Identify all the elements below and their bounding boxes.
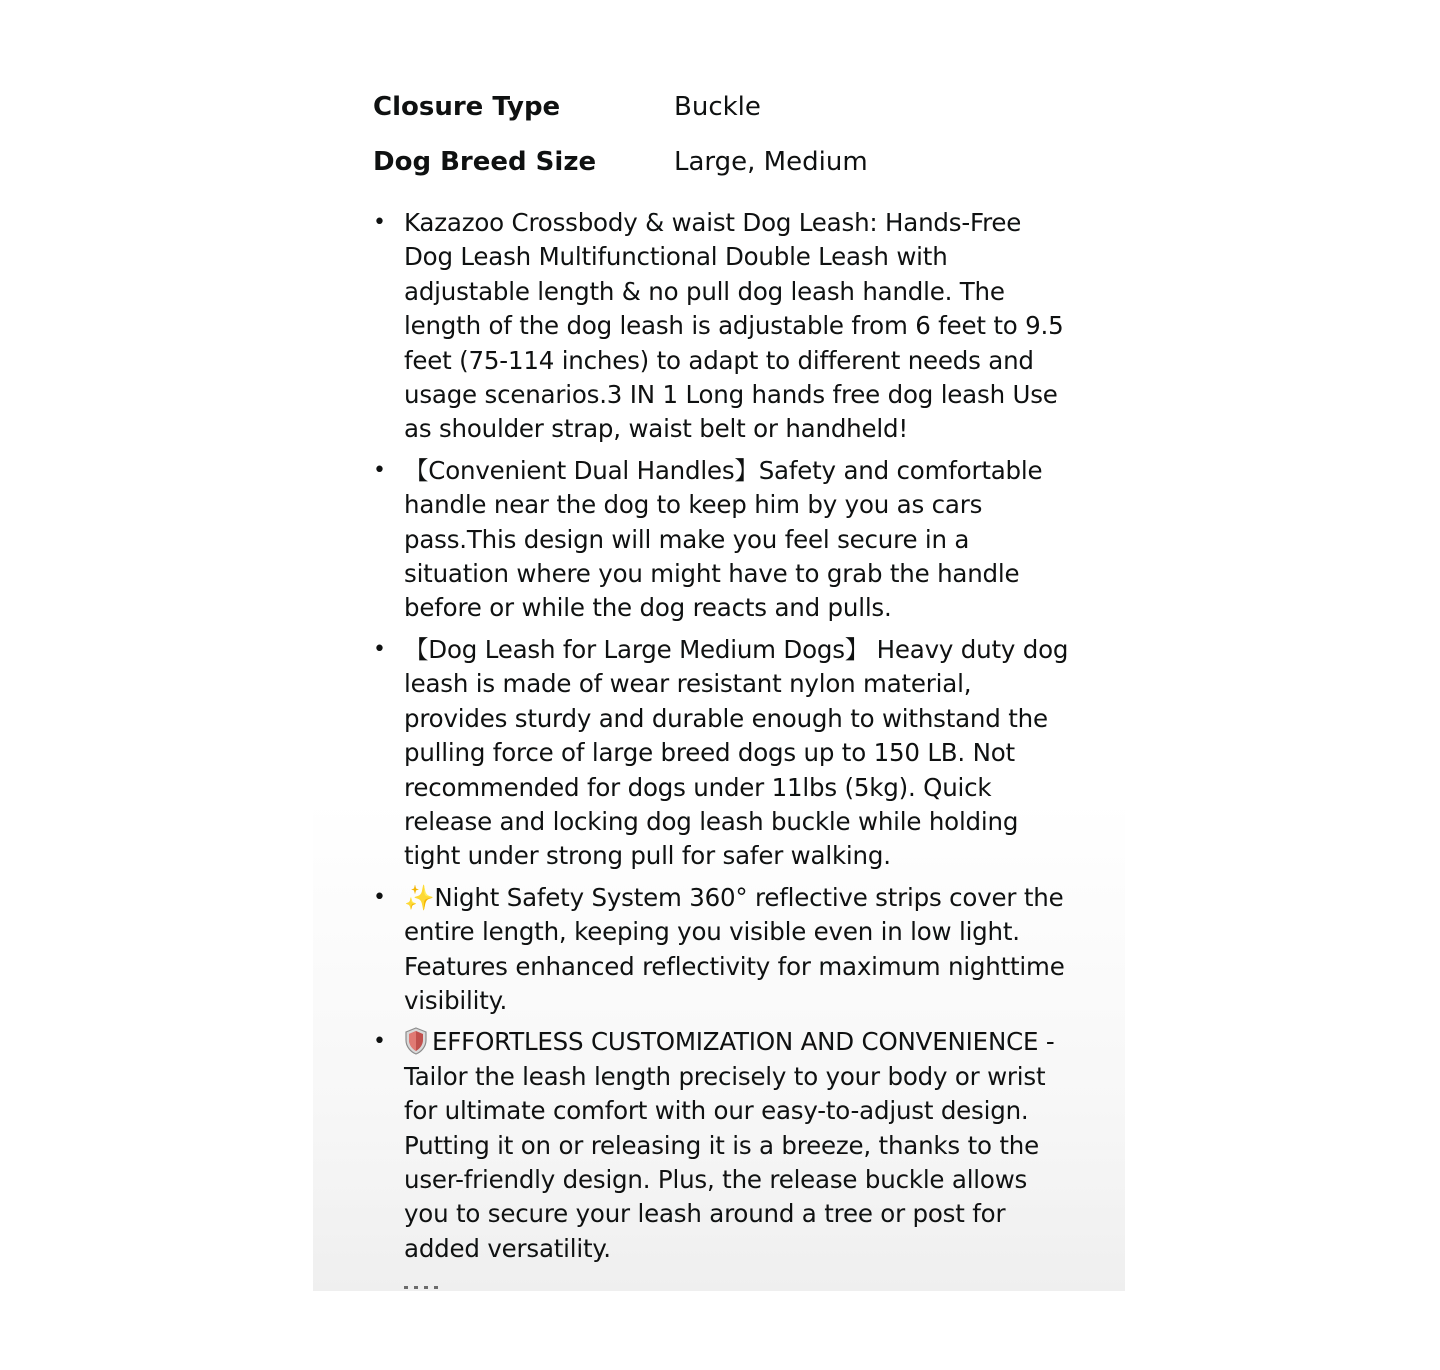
truncated-text-fragment	[404, 1280, 484, 1291]
bullet-dot-icon: •	[373, 210, 386, 235]
bullet-dot-icon: •	[373, 636, 386, 662]
spec-value: Buckle	[674, 92, 761, 122]
shield-icon	[404, 1027, 428, 1055]
feature-bullet	[373, 1025, 1073, 1266]
feature-bullet-text: Kazazoo Crossbody & waist Dog Leash: Hands-Free Dog Leash Multifunctional Double Leash with adjustable length & no pull dog leash handle. The length of the dog leash is adjustable from 6 feet to 9.5 feet (75-114 inches) to adapt to different needs and usage scenarios.3 IN 1 Long hands free dog leash Use as shoulder strap, waist belt or handheld!	[404, 208, 1064, 444]
feature-bullet	[373, 206, 1073, 447]
feature-bullet-list	[373, 206, 1073, 1273]
product-details-panel	[313, 60, 1125, 1291]
bullet-dot-icon: •	[373, 1029, 386, 1055]
feature-bullet-text: Night Safety System 360° reflective strips cover the entire length, keeping you visible even in low light. Features enhanced reflectivity for maximum nighttime visibility.	[404, 882, 1065, 1015]
feature-bullet-text: 【Convenient Dual Handles】Safety and comfortable handle near the dog to keep him by you as cars pass.This design will make you feel secure in a situation where you might have to grab the handle before or while the dog reacts and pulls.	[404, 455, 1043, 623]
product-spec-table	[373, 87, 1073, 197]
feature-bullet-text: 【Dog Leash for Large Medium Dogs】 Heavy duty dog leash is made of wear resistant nylon material, provides sturdy and durable enough to withstand the pulling force of large breed dogs up to 150 LB. Not recommended for dogs under 11lbs (5kg). Quick release and locking dog leash buckle while holding tight under strong pull for safer walking.	[404, 634, 1069, 871]
spec-row-closure-type	[373, 87, 1073, 142]
sparkles-icon: ✨	[404, 882, 435, 912]
feature-bullet-text: EFFORTLESS CUSTOMIZATION AND CONVENIENCE - Tailor the leash length precisely to your body or wrist for ultimate comfort with our easy-to-adjust design. Putting it on or releasing it is a breeze, thanks to the user-friendly design. Plus, the release buckle allows you to secure your leash around a tree or post for added versatility.	[404, 1027, 1055, 1263]
spec-label: Dog Breed Size	[373, 147, 597, 177]
spec-value: Large, Medium	[674, 147, 868, 177]
spec-row-dog-breed-size	[373, 142, 1073, 197]
feature-bullet	[373, 881, 1073, 1019]
bullet-dot-icon: •	[373, 884, 386, 910]
feature-bullet	[373, 633, 1073, 874]
feature-bullet	[373, 454, 1073, 626]
spec-label: Closure Type	[373, 92, 561, 122]
bullet-dot-icon: •	[373, 457, 386, 483]
